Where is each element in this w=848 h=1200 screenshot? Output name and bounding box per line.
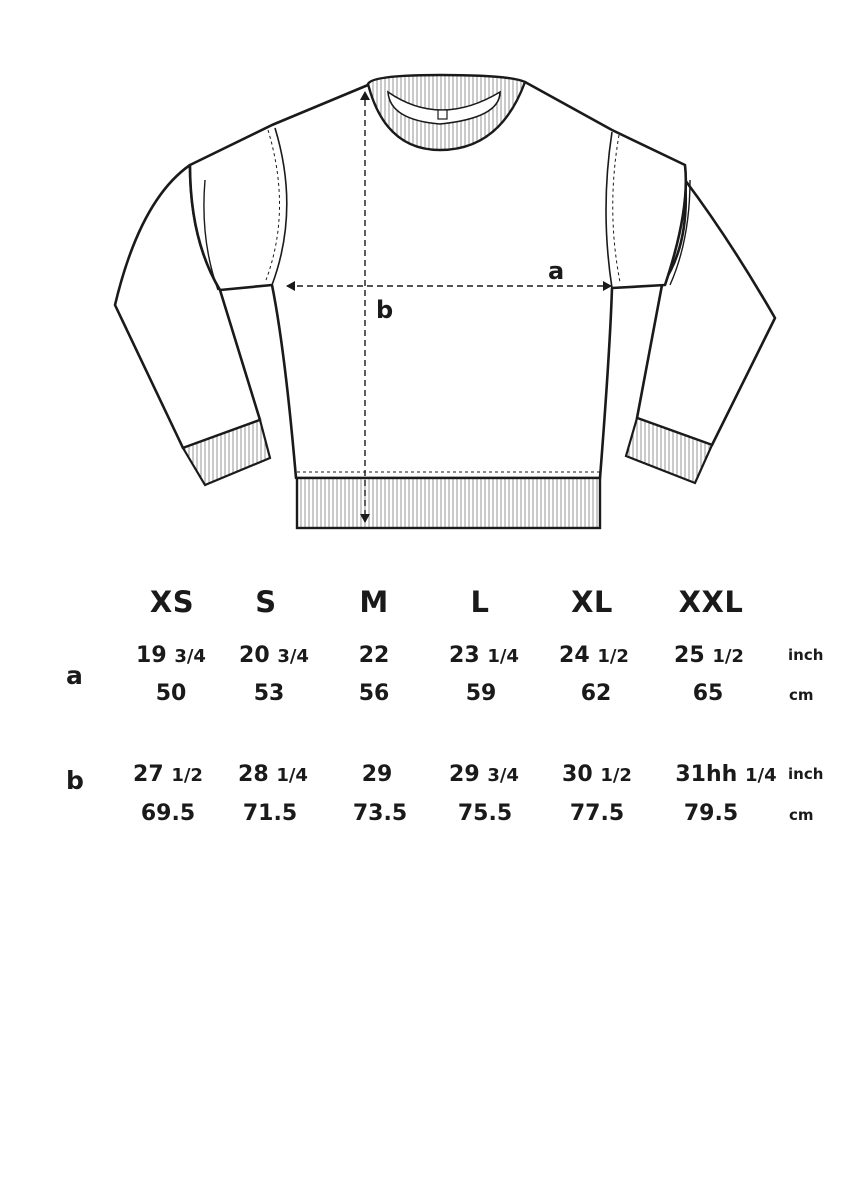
cell-a-l-cm: 59 xyxy=(465,681,497,706)
cell-a-s-cm: 53 xyxy=(253,681,285,706)
unit-b-cm: cm xyxy=(789,806,814,824)
cell-b-m-cm: 73.5 xyxy=(352,801,408,826)
size-header-m: M xyxy=(359,585,389,619)
cell-a-l-inch: 23 1/4 xyxy=(449,643,519,668)
cell-a-xs-cm: 50 xyxy=(155,681,187,706)
cell-a-xxl-inch: 25 1/2 xyxy=(674,643,744,668)
cell-b-xl-inch: 30 1/2 xyxy=(562,762,632,787)
cell-b-xs-cm: 69.5 xyxy=(140,801,196,826)
cell-a-xl-cm: 62 xyxy=(580,681,612,706)
unit-a-cm: cm xyxy=(789,686,814,704)
cell-a-xl-inch: 24 1/2 xyxy=(559,643,629,668)
unit-b-inch: inch xyxy=(788,765,824,783)
cell-b-l-inch: 29 3/4 xyxy=(449,762,519,787)
measurement-b-label: b xyxy=(376,296,394,324)
cell-a-xxl-cm: 65 xyxy=(692,681,724,706)
waistband xyxy=(297,478,600,528)
cell-b-m-inch: 29 xyxy=(361,762,393,787)
cell-a-s-inch: 20 3/4 xyxy=(239,643,309,668)
size-header-xs: XS xyxy=(149,585,195,619)
size-header-s: S xyxy=(255,585,277,619)
sweatshirt-diagram xyxy=(0,0,848,560)
size-header-xl: XL xyxy=(571,585,613,619)
row-label-b: b xyxy=(66,766,84,795)
row-label-a: a xyxy=(66,661,83,690)
cell-b-xl-cm: 77.5 xyxy=(569,801,625,826)
cell-b-xxl-inch: 31hh 1/4 xyxy=(675,762,777,787)
cell-a-m-cm: 56 xyxy=(358,681,390,706)
measurement-a-label: a xyxy=(548,257,565,285)
cell-a-m-inch: 22 xyxy=(358,643,390,668)
cell-a-xs-inch: 19 3/4 xyxy=(136,643,206,668)
cell-b-s-cm: 71.5 xyxy=(242,801,298,826)
size-header-xxl: XXL xyxy=(678,585,744,619)
cell-b-s-inch: 28 1/4 xyxy=(238,762,308,787)
cell-b-l-cm: 75.5 xyxy=(457,801,513,826)
cell-b-xs-inch: 27 1/2 xyxy=(133,762,203,787)
unit-a-inch: inch xyxy=(788,646,824,664)
size-header-l: L xyxy=(470,585,490,619)
cell-b-xxl-cm: 79.5 xyxy=(683,801,739,826)
